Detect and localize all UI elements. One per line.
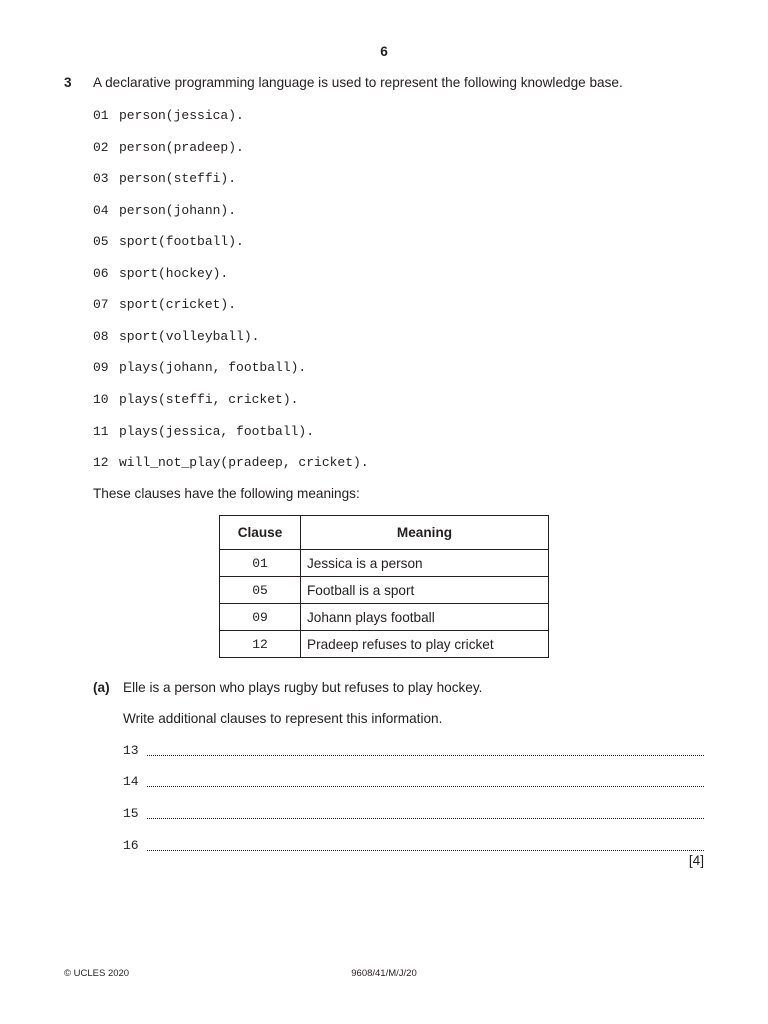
meaning-cell: Jessica is a person (301, 550, 549, 577)
kb-line (93, 360, 306, 375)
kb-line-number: 03 (93, 171, 109, 186)
page-number: 6 (380, 44, 388, 59)
clause-cell (220, 550, 301, 577)
kb-clause: plays(johann, football). (119, 360, 307, 375)
kb-line (93, 392, 298, 407)
kb-line-number: 04 (93, 203, 109, 218)
kb-clause: person(pradeep). (119, 140, 244, 155)
header-clause: Clause (220, 516, 301, 550)
kb-line (93, 234, 244, 249)
kb-line (93, 297, 236, 312)
meaning-cell: Johann plays football (301, 604, 549, 631)
kb-line-number: 08 (93, 329, 109, 344)
kb-line (93, 424, 314, 439)
kb-line (93, 455, 369, 470)
kb-line-number: 12 (93, 455, 109, 470)
answer-line[interactable] (123, 806, 704, 824)
dotted-answer-rule (147, 818, 704, 819)
kb-line (93, 266, 228, 281)
clause-number: 01 (252, 556, 268, 571)
dotted-answer-rule (147, 755, 704, 756)
answer-line-number: 16 (123, 838, 139, 853)
table-header-row (220, 516, 549, 550)
kb-clause: person(johann). (119, 203, 237, 218)
clause-cell (220, 631, 301, 658)
answer-line[interactable] (123, 838, 704, 856)
table-row (220, 550, 549, 577)
part-a-instruction: Write additional clauses to represent this information. (123, 711, 443, 726)
kb-line-number: 07 (93, 297, 109, 312)
question-text: A declarative programming language is used to represent the following knowledge base. (93, 75, 623, 90)
table-row (220, 631, 549, 658)
kb-clause: person(jessica). (119, 108, 244, 123)
meanings-intro: These clauses have the following meanings: (93, 486, 360, 501)
question-number: 3 (64, 75, 72, 90)
kb-clause: person(steffi). (119, 171, 237, 186)
clause-number: 05 (252, 583, 268, 598)
kb-line-number: 02 (93, 140, 109, 155)
kb-line (93, 108, 244, 123)
clause-cell (220, 604, 301, 631)
part-a-text: Elle is a person who plays rugby but refuses to play hockey. (123, 680, 483, 695)
kb-line (93, 171, 236, 186)
header-meaning: Meaning (301, 516, 549, 550)
kb-line-number: 10 (93, 392, 109, 407)
answer-line[interactable] (123, 774, 704, 792)
table-row (220, 604, 549, 631)
clause-number: 09 (252, 610, 268, 625)
clause-number: 12 (252, 637, 268, 652)
meaning-cell: Pradeep refuses to play cricket (301, 631, 549, 658)
kb-line-number: 01 (93, 108, 109, 123)
kb-line-number: 11 (93, 424, 109, 439)
dotted-answer-rule (147, 786, 704, 787)
kb-line (93, 203, 236, 218)
dotted-answer-rule (147, 850, 704, 851)
kb-clause: will_not_play(pradeep, cricket). (119, 455, 369, 470)
kb-line (93, 329, 259, 344)
kb-line-number: 09 (93, 360, 109, 375)
meaning-cell: Football is a sport (301, 577, 549, 604)
answer-line[interactable] (123, 743, 704, 761)
kb-clause: plays(steffi, cricket). (119, 392, 299, 407)
marks-allocation: [4] (688, 853, 704, 868)
table-row (220, 577, 549, 604)
answer-line-number: 15 (123, 806, 139, 821)
kb-line-number: 06 (93, 266, 109, 281)
meanings-table (219, 515, 549, 658)
footer-copyright: © UCLES 2020 (64, 968, 130, 979)
clause-cell (220, 577, 301, 604)
kb-clause: sport(football). (119, 234, 244, 249)
kb-clause: sport(volleyball). (119, 329, 260, 344)
kb-line-number: 05 (93, 234, 109, 249)
answer-line-number: 14 (123, 774, 139, 789)
footer-paper-code: 9608/41/M/J/20 (351, 968, 417, 979)
kb-clause: sport(hockey). (119, 266, 229, 281)
kb-clause: plays(jessica, football). (119, 424, 315, 439)
answer-line-number: 13 (123, 743, 139, 758)
part-a-label: (a) (93, 680, 110, 695)
kb-clause: sport(cricket). (119, 297, 237, 312)
kb-line (93, 140, 244, 155)
